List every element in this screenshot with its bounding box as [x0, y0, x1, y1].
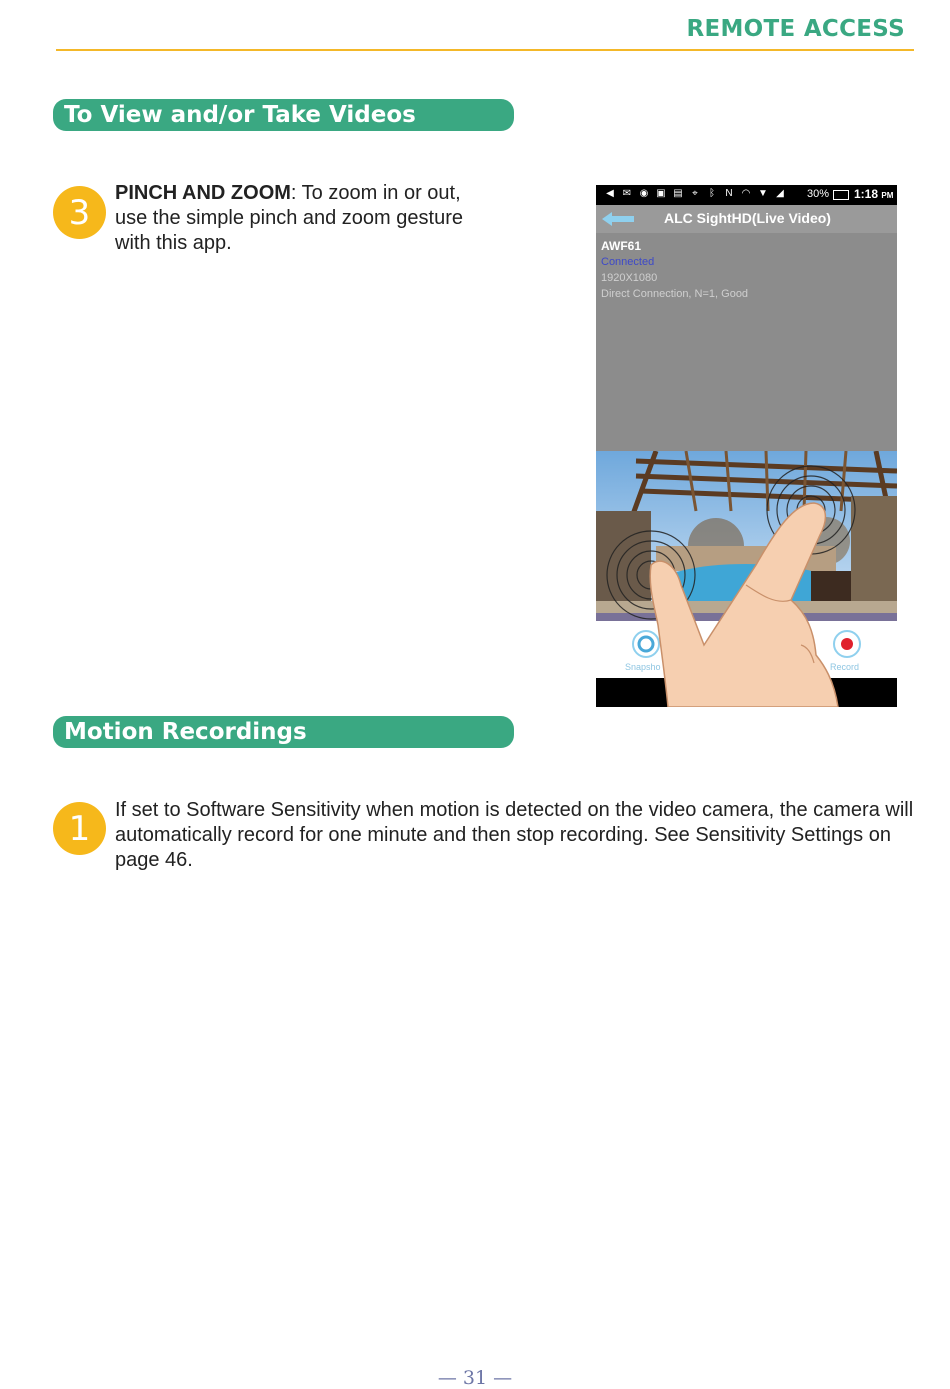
notification-icon: ◀ [606, 188, 614, 199]
device-resolution: 1920X1080 [601, 272, 658, 284]
bluetooth-icon: ᛒ [709, 188, 715, 199]
device-name: AWF61 [601, 239, 642, 253]
header-rule [56, 49, 914, 51]
step-body: : To zoom in or out, use the simple pinch and zoom gesture with this app. [115, 182, 463, 254]
device-status: Connected [601, 256, 655, 268]
app-screenshot [596, 185, 897, 707]
step-number-badge: 3 [53, 186, 106, 239]
clock: 1:18 PM [854, 187, 894, 201]
step-motion-text: If set to Software Sensitivity when motion is detected on the video camera, the camera will automatically record for one minute and then stop recording. See Sensitivity Settings on page 46. [115, 799, 914, 871]
news-icon: ▤ [673, 188, 683, 199]
wifi-icon: ◠ [741, 188, 751, 199]
section-heading-view-videos: To View and/or Take Videos [53, 99, 514, 131]
cell-signal-icon: ◢ [776, 188, 784, 199]
record-label: Record [830, 662, 860, 672]
signal-icon: ▼ [758, 188, 768, 199]
nfc-icon: N [725, 188, 733, 199]
page-number: — 31 — [437, 1367, 513, 1389]
running-header: REMOTE ACCESS [686, 16, 905, 42]
pinch-gesture-hand-illustration [596, 185, 897, 707]
battery-percent: 30% [807, 188, 830, 200]
section-heading-motion-recordings: Motion Recordings [53, 716, 514, 748]
step-pinch-zoom-text [115, 181, 485, 256]
mail-icon: ✉ [622, 188, 632, 199]
android-icon: ◉ [639, 188, 649, 199]
location-icon: ⌖ [692, 188, 698, 199]
app-title: ALC SightHD(Live Video) [664, 210, 831, 226]
snapshot-label: Snapsho [625, 662, 661, 672]
step-bold-label: PINCH AND ZOOM [115, 182, 291, 204]
app-icon: ▣ [656, 188, 666, 199]
step-number-badge: 1 [53, 802, 106, 855]
device-connection: Direct Connection, N=1, Good [601, 288, 749, 300]
